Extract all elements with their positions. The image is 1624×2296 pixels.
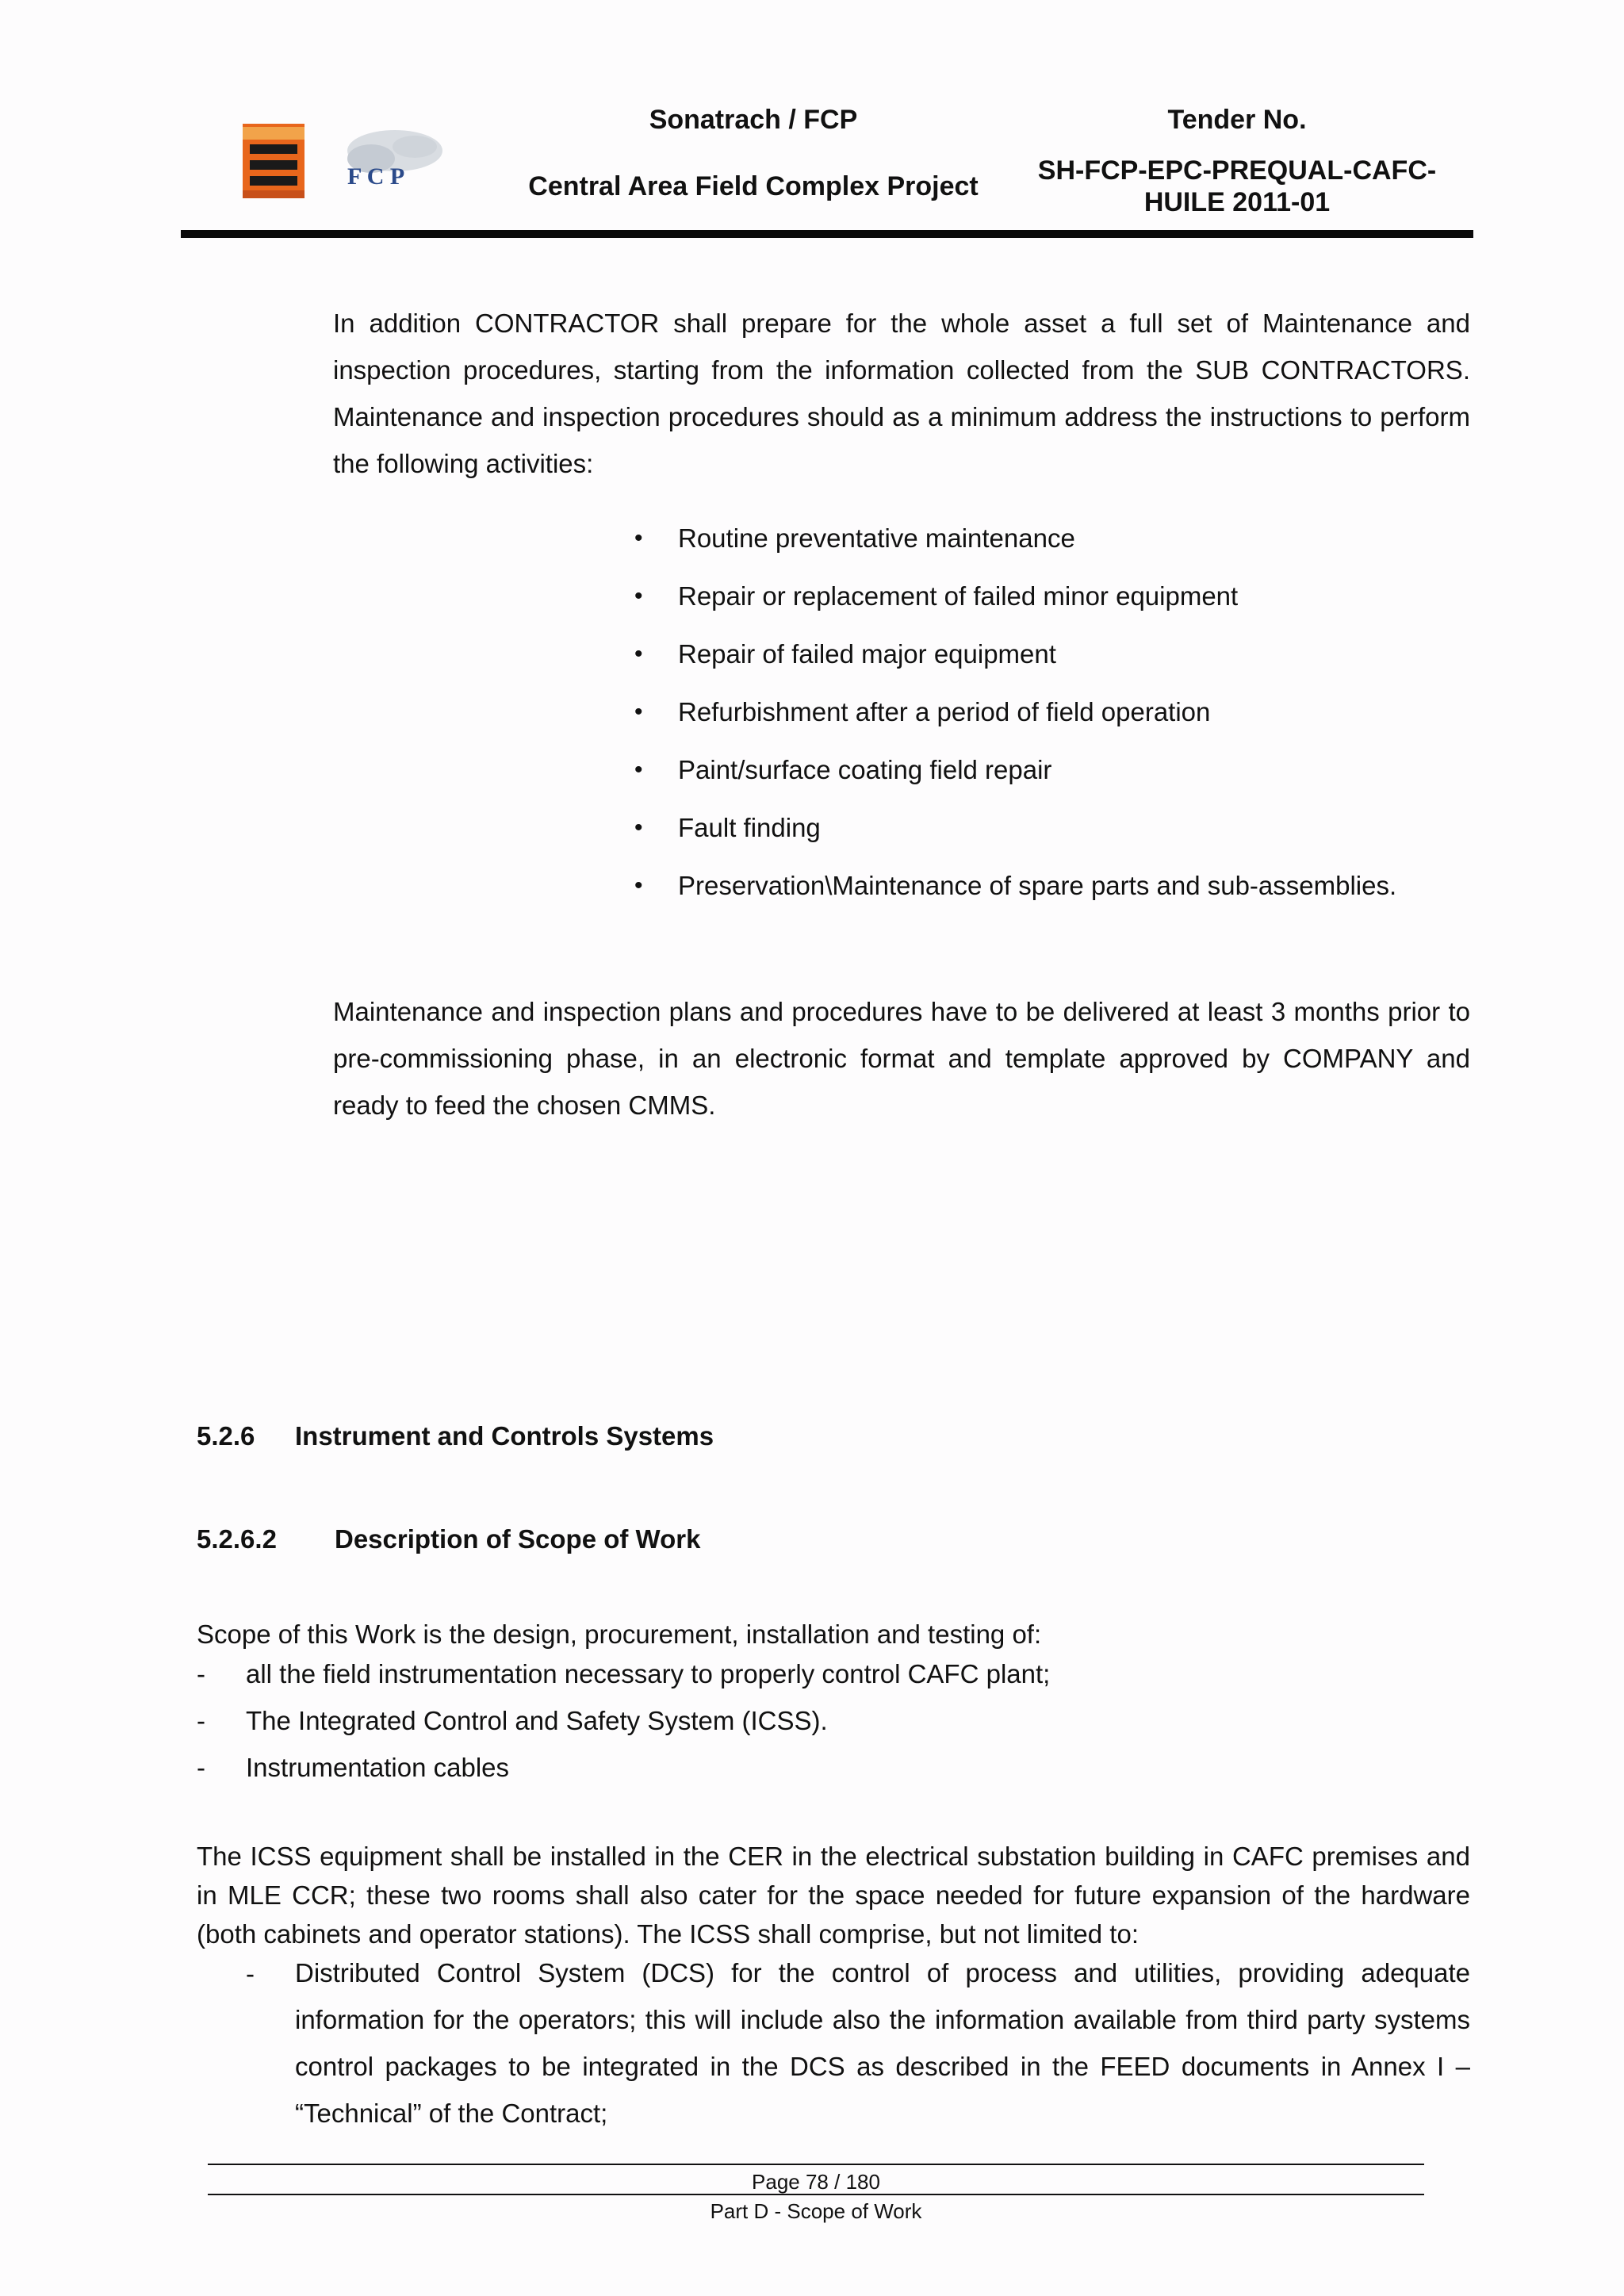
icss-item: Distributed Control System (DCS) for the control of process and utilities, providing adequate information for the operators; this will include also the information available from third party systems control packages to be integrated in the DCS as described in the FEED documents in Annex I – “Technical” of the Contract; [295,1958,1470,2128]
bullet-icon: • [634,525,643,551]
bullet-icon: • [634,641,643,667]
section-title: Instrument and Controls Systems [295,1421,714,1451]
project-title: Central Area Field Complex Project [528,171,979,201]
bullet-icon: • [634,872,643,899]
list-item: • Preservation\Maintenance of spare parts and sub-assemblies. [634,861,1427,919]
scope-intro: Scope of this Work is the design, procurement, installation and testing of: [197,1619,1042,1649]
activities-list [634,514,1427,919]
list-item: • Refurbishment after a period of field operation [634,688,1427,746]
dash-icon: - [246,1959,255,1988]
dash-icon: - [197,1706,205,1735]
icss-paragraph: The ICSS equipment shall be installed in the CER in the electrical substation building in CAFC premises and in MLE CCR; these two rooms shall also cater for the space needed for future expansion of the hardware (both cabinets and operator stations). The ICSS shall comprise, but not limited to: [197,1842,1470,1949]
subsection-number: 5.2.6.2 [197,1524,277,1554]
scope-item: all the field instrumentation necessary to properly control CAFC plant; [246,1659,1051,1688]
dash-icon: - [197,1659,205,1688]
footer-rule-top [208,2164,1424,2165]
list-item: • Repair of failed major equipment [634,630,1427,688]
footer-rule-bottom [208,2194,1424,2195]
bullet-icon: • [634,583,643,609]
company-project: Sonatrach / FCP [649,105,858,135]
dash-icon: - [197,1753,205,1782]
tender-number-line1: SH-FCP-EPC-PREQUAL-CAFC- [1037,155,1437,186]
scope-item: The Integrated Control and Safety System (ICSS). [246,1706,828,1735]
scope-item: Instrumentation cables [246,1753,510,1782]
header-rule [181,230,1473,238]
intro-paragraph: In addition CONTRACTOR shall prepare for the whole asset a full set of Maintenance and inspection procedures, starting from the information collected from the SUB CONTRACTORS. Maintenance and inspection procedures should as a minimum address the instructions to perform the following activities: [333,309,1470,478]
sonatrach-logo [243,124,304,198]
list-item: • Repair or replacement of failed minor equipment [634,572,1427,630]
section-number: 5.2.6 [197,1421,255,1451]
fcp-logo [331,127,447,198]
bullet-icon: • [634,815,643,841]
svg-text:F C P: F C P [347,163,405,190]
bullet-icon: • [634,757,643,783]
tender-label: Tender No. [1167,105,1307,135]
delivery-paragraph: Maintenance and inspection plans and procedures have to be delivered at least 3 months prior to pre-commissioning phase, in an electronic format and template approved by COMPANY and ready to feed the chosen CMMS. [333,997,1470,1120]
tender-number-line2: HUILE 2011-01 [1143,187,1331,217]
bullet-icon: • [634,699,643,725]
page-number: Page 78 / 180 [752,2170,880,2194]
list-item: • Paint/surface coating field repair [634,746,1427,803]
subsection-title: Description of Scope of Work [335,1524,701,1554]
list-item: • Routine preventative maintenance [634,514,1427,572]
list-item: • Fault finding [634,803,1427,861]
footer-part: Part D - Scope of Work [710,2199,922,2223]
